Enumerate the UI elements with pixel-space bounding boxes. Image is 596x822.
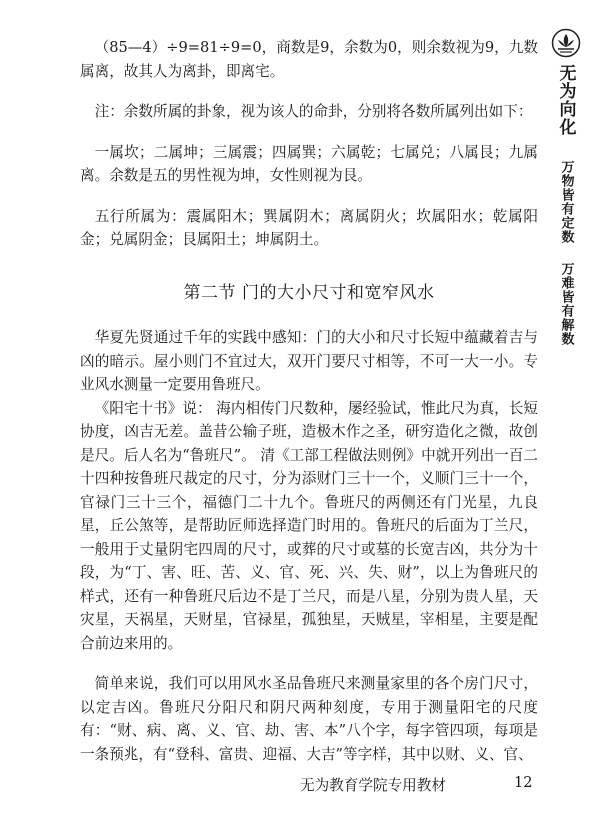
paragraph-calculation: （85—4）÷9=81÷9=0，商数是9，余数为0，则余数视为9，九数属离，故其人为离卦，即离宅。 bbox=[80, 39, 538, 80]
paragraph-trigram-list: 一属坎；二属坤；三属震；四属巽；六属乾；七属兑；八属艮；九属离。余数是五的男性视为坤，女性则视为艮。 bbox=[80, 143, 538, 184]
sidebar-title: 无为向化 bbox=[555, 64, 576, 136]
sidebar-motto-solution: 万难皆有解数 bbox=[558, 262, 574, 346]
paragraph-luban-ruler: 《阳宅十书》说： 海内相传门尺数种，屡经验试，惟此尺为真，长短协度，凶吉无差。盖昔公输子班，造极木作之圣，研穷造化之微，故创是尺。后人名为“鲁班尺”。 清《工部工程做法则例》中就开列出一百二十四种按鲁班尺裁定的尺寸，分为添财门三十一个，义顺门三十一个，官禄门三十三个，福德门二十九个。鲁班尺的两侧还有门光星，九良星，丘公煞等，是帮助匠师选择造门时用的。鲁班尺的后面为丁兰尺，一般用于丈量阴宅四周的尺寸，或葬的尺寸或墓的长宽吉凶，共分为十段，为“丁、害、旺、苦、义、官、死、兴、失、财”，以上为鲁班尺的样式，还有一种鲁班尺后边不是丁兰尺，而是八星，分别为贵人星，天灾星，天祸星，天财星，官禄星，孤独星，天贼星，宰相星，主要是配合前边来用的。 bbox=[80, 399, 538, 652]
footer-text: 无为教育学院专用教材 bbox=[300, 777, 446, 794]
main-content bbox=[80, 36, 538, 766]
lotus-logo-icon bbox=[551, 28, 581, 58]
page-number: 12 bbox=[514, 774, 533, 791]
paragraph-summary: 简单来说，我们可以用风水圣品鲁班尺来测量家里的各个房门尺寸，以定吉凶。鲁班尺分阳尺和阴尺两种刻度，专用于测量阳宅的尺度有：“财、病、离、义、官、劫、害、本”八个字，每字管四项，每项是一条预兆，有“登科、富贵、迎福、大吉”等字样，其中以财、义、官、 bbox=[80, 675, 538, 763]
paragraph-intro: 华夏先贤通过千年的实践中感知：门的大小和尺寸长短中蕴藏着吉与凶的暗示。屋小则门不宜过大，双开门要尺寸相等，不可一大一小。专业风水测量一定要用鲁班尺。 bbox=[80, 329, 538, 393]
sidebar bbox=[548, 28, 584, 346]
sidebar-motto-fate: 万物皆有定数 bbox=[558, 160, 574, 244]
section-heading: 第二节 门的大小尺寸和宽窄风水 bbox=[183, 282, 435, 303]
paragraph-five-elements: 五行所属为：震属阳木；巽属阴木；离属阴火；坎属阳水；乾属阳金；兑属阴金；艮属阳土；坤属阴土。 bbox=[80, 207, 538, 248]
paragraph-note: 注：余数所属的卦象，视为该人的命卦，分别将各数所属列出如下： bbox=[94, 103, 533, 120]
